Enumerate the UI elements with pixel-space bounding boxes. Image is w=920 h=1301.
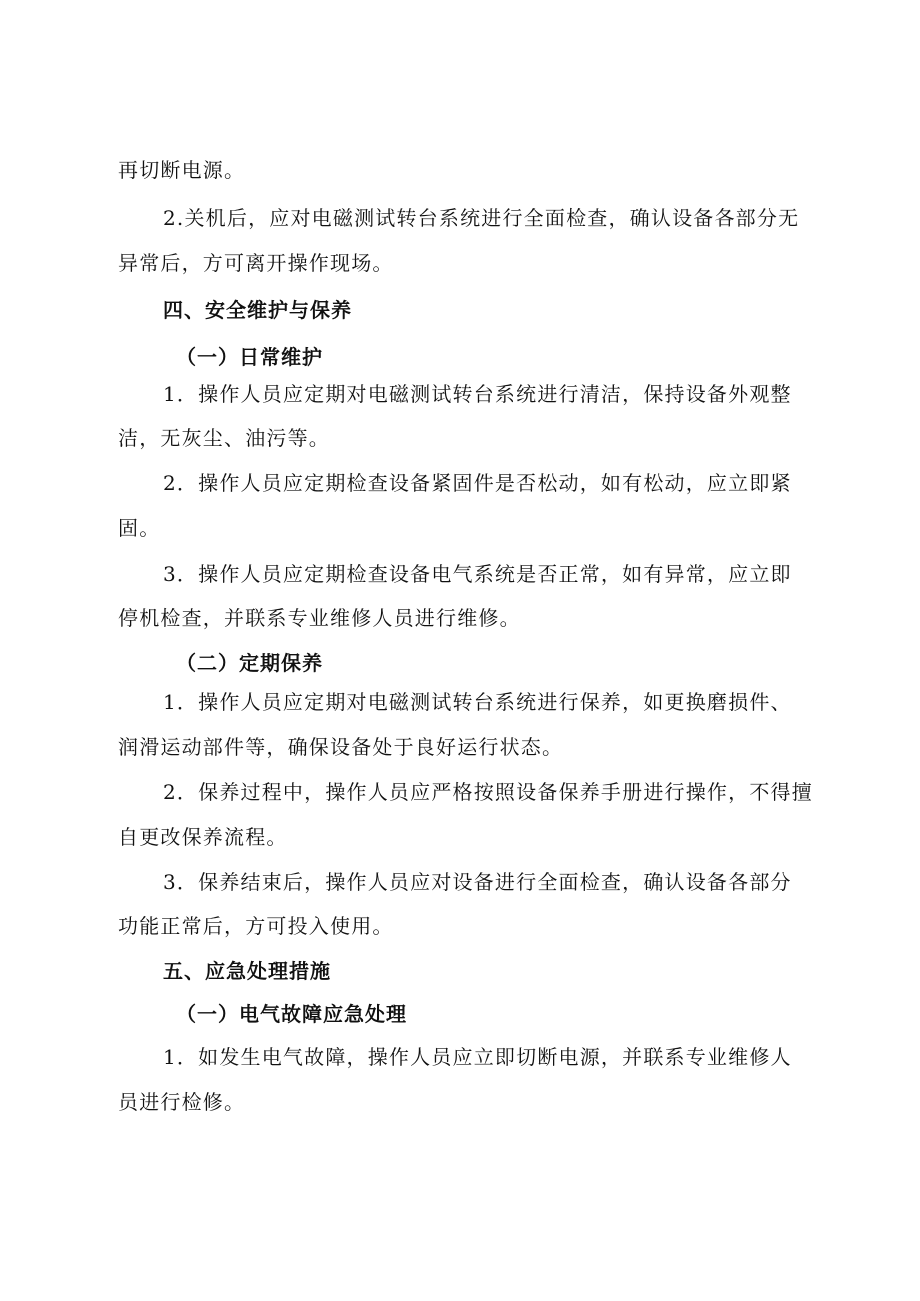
paragraph-line: 2.关机后，应对电磁测试转台系统进行全面检查，确认设备各部分无	[163, 206, 800, 230]
paragraph-line: 再切断电源。	[118, 158, 246, 182]
subsection-heading: （二）定期保养	[176, 651, 323, 675]
paragraph-line: 3．操作人员应定期检查设备电气系统是否正常，如有异常，应立即	[163, 562, 792, 586]
paragraph-line: 员进行检修。	[118, 1090, 246, 1114]
paragraph-line: 1．如发生电气故障，操作人员应立即切断电源，并联系专业维修人	[163, 1045, 792, 1069]
section-heading: 四、安全维护与保养	[163, 298, 352, 322]
paragraph-line: 功能正常后，方可投入使用。	[118, 914, 394, 938]
paragraph-line: 2．保养过程中，操作人员应严格按照设备保养手册进行操作，不得擅	[163, 780, 813, 804]
section-heading: 五、应急处理措施	[163, 959, 331, 983]
subsection-heading: （一）日常维护	[176, 345, 323, 369]
paragraph-line: 3．保养结束后，操作人员应对设备进行全面检查，确认设备各部分	[163, 870, 792, 894]
paragraph-line: 1．操作人员应定期对电磁测试转台系统进行清洁，保持设备外观整	[163, 382, 792, 406]
paragraph-line: 2．操作人员应定期检查设备紧固件是否松动，如有松动，应立即紧	[163, 471, 792, 495]
subsection-heading: （一）电气故障应急处理	[176, 1002, 407, 1026]
paragraph-line: 润滑运动部件等，确保设备处于良好运行状态。	[118, 735, 564, 759]
paragraph-line: 停机检查，并联系专业维修人员进行维修。	[118, 606, 521, 630]
paragraph-line: 固。	[118, 516, 161, 540]
paragraph-line: 自更改保养流程。	[118, 825, 288, 849]
paragraph-line: 异常后，方可离开操作现场。	[118, 251, 394, 275]
paragraph-line: 洁，无灰尘、油污等。	[118, 426, 330, 450]
paragraph-line: 1．操作人员应定期对电磁测试转台系统进行保养，如更换磨损件、	[163, 690, 792, 714]
